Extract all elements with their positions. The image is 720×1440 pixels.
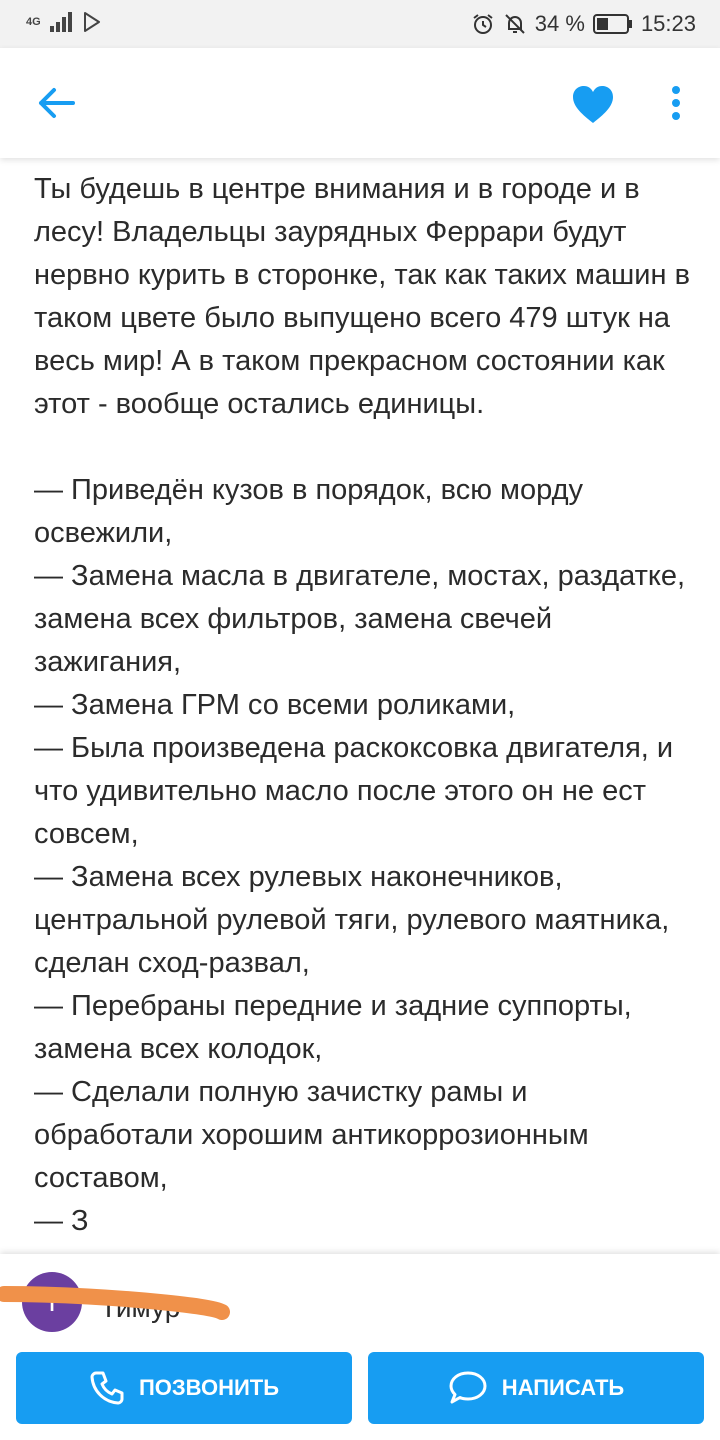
- battery-icon: [593, 13, 633, 35]
- description-item: — Замена масла в двигателе, мостах, раздатке, замена всех фильтров, замена свечей зажигания,: [34, 560, 686, 678]
- status-right: [471, 8, 696, 40]
- status-left: [26, 11, 101, 33]
- more-options-button[interactable]: [658, 79, 694, 127]
- app-bar: [0, 48, 720, 158]
- network-type: 4G: [26, 16, 41, 28]
- description-item: — Замена всех рулевых наконечников, центральной рулевой тяги, рулевого маятника, сделан сход-развал,: [34, 861, 670, 979]
- more-vertical-icon: [671, 85, 681, 121]
- ad-description: [34, 168, 694, 1243]
- description-item: — Замена ГРМ со всеми роликами,: [34, 689, 516, 721]
- favorite-button[interactable]: [566, 81, 620, 129]
- arrow-left-icon: [36, 86, 76, 120]
- seller-avatar[interactable]: Т: [22, 1272, 82, 1332]
- ad-description-scroll[interactable]: [0, 158, 720, 1254]
- clock: 15:23: [640, 11, 696, 36]
- description-item: — Была произведена раскоксовка двигателя, и что удивительно масло после этого он не ест совсем,: [34, 732, 674, 850]
- contact-panel: [0, 1254, 720, 1440]
- signal-icon: [49, 11, 75, 33]
- description-item: — З: [34, 1205, 89, 1237]
- heart-icon: [571, 85, 615, 125]
- description-item: — Приведён кузов в порядок, всю морду освежили,: [34, 474, 583, 549]
- chat-icon: [448, 1370, 488, 1406]
- message-button[interactable]: [368, 1352, 704, 1424]
- message-button-label: НАПИСАТЬ: [501, 1375, 625, 1400]
- alarm-icon: [471, 12, 495, 36]
- phone-icon: [89, 1370, 125, 1406]
- notifications-off-icon: [503, 12, 527, 36]
- back-button[interactable]: [28, 79, 84, 127]
- description-item: — Сделали полную зачистку рамы и обработали хорошим антикоррозионным составом,: [34, 1076, 589, 1194]
- description-paragraph: Ты будешь в центре внимания и в городе и в лесу! Владельцы заурядных Феррари будут нервно курить в сторонке, так как таких машин в таком цвете было выпущено всего 479 штук на весь мир! А в таком прекрасном состоянии как этот - вообще остались единицы.: [34, 173, 690, 420]
- call-button[interactable]: [16, 1352, 352, 1424]
- description-item: — Перебраны передние и задние суппорты, замена всех колодок,: [34, 990, 632, 1065]
- seller-name[interactable]: Тимур: [100, 1292, 181, 1323]
- play-store-icon: [83, 12, 101, 32]
- status-bar: [0, 0, 720, 48]
- redaction-scribble: [0, 1280, 240, 1320]
- battery-percent: 34 %: [534, 11, 585, 36]
- call-button-label: ПОЗВОНИТЬ: [138, 1375, 280, 1400]
